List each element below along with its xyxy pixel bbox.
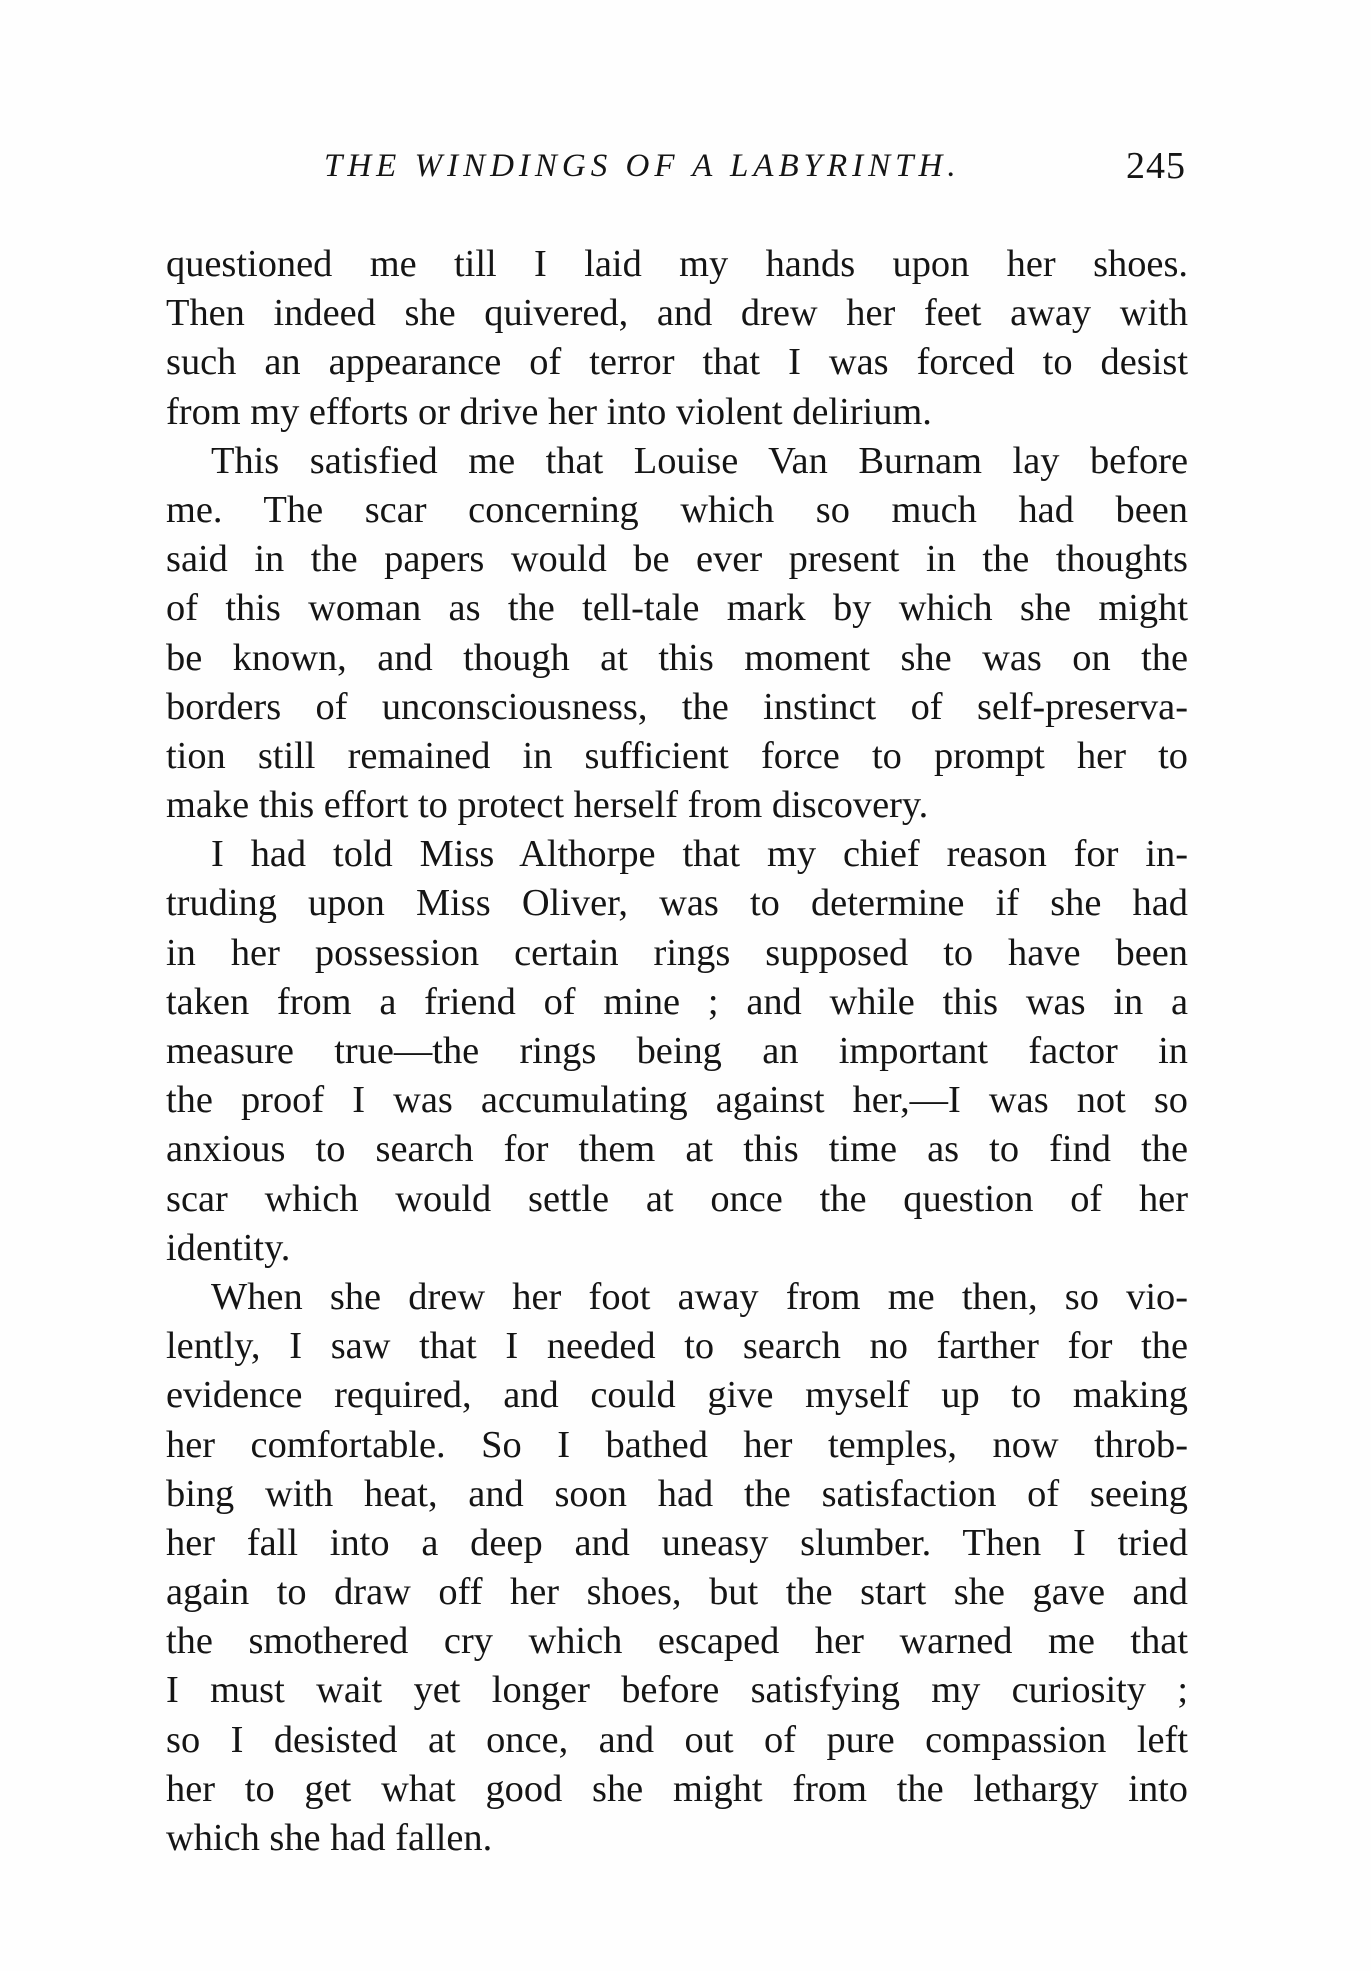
paragraph-1 <box>166 240 1188 437</box>
text-line: anxious to search for them at this time as to find the <box>166 1128 1188 1171</box>
text-line: taken from a friend of mine ; and while this was in a <box>166 980 1188 1023</box>
text-line: bing with heat, and soon had the satisfaction of seeing <box>166 1472 1188 1515</box>
text-line: lently, I saw that I needed to search no farther for the <box>166 1325 1188 1368</box>
text-line: measure true—the rings being an important factor in <box>166 1030 1188 1072</box>
text-line: evidence required, and could give myself up to making <box>166 1374 1188 1417</box>
text-line: scar which would settle at once the question of her <box>166 1177 1188 1220</box>
text-line: such an appearance of terror that I was forced to desist <box>166 341 1188 384</box>
text-line: me. The scar concerning which so much had been <box>166 488 1188 531</box>
text-line: I had told Miss Althorpe that my chief reason for in- <box>211 833 1188 876</box>
text-line: the smothered cry which escaped her warned me that <box>166 1620 1188 1663</box>
text-line: said in the papers would be ever present in the thoughts <box>166 538 1188 581</box>
text-line: her fall into a deep and uneasy slumber. Then I tried <box>166 1521 1188 1564</box>
text-line: so I desisted at once, and out of pure compassion left <box>166 1718 1188 1761</box>
text-line: make this effort to protect herself from discovery. <box>166 784 929 827</box>
running-head <box>168 145 1186 194</box>
text-line: again to draw off her shoes, but the start she gave and <box>166 1571 1188 1614</box>
text-line: When she drew her foot away from me then, so vio- <box>211 1275 1188 1318</box>
text-line: I must wait yet longer before satisfying my curiosity ; <box>166 1669 1188 1712</box>
text-line: tion still remained in sufficient force to prompt her to <box>166 734 1188 777</box>
running-title: THE WINDINGS OF A LABYRINTH. <box>324 148 961 184</box>
text-line: in her possession certain rings supposed to have been <box>166 931 1188 974</box>
text-line: of this woman as the tell-tale mark by which she might <box>166 587 1188 630</box>
text-line: her comfortable. So I bathed her temples, now throb- <box>166 1423 1188 1466</box>
text-line: This satisfied me that Louise Van Burnam lay before <box>211 439 1188 482</box>
text-line: the proof I was accumulating against her,—I was not so <box>166 1079 1188 1122</box>
text-line: from my efforts or drive her into violent delirium. <box>166 390 932 433</box>
page-number: 245 <box>1126 145 1186 187</box>
text-line: her to get what good she might from the lethargy into <box>166 1767 1188 1810</box>
text-line: Then indeed she quivered, and drew her feet away with <box>166 292 1188 335</box>
paragraph-4 <box>166 1273 1188 1863</box>
text-line: identity. <box>166 1226 291 1269</box>
text-line: truding upon Miss Oliver, was to determine if she had <box>166 882 1188 925</box>
text-line: borders of unconsciousness, the instinct of self-preserva- <box>166 685 1188 728</box>
paragraph-2 <box>166 437 1188 831</box>
paragraph-3 <box>166 830 1188 1273</box>
text-line: be known, and though at this moment she was on the <box>166 636 1188 679</box>
body-text <box>166 240 1188 1863</box>
text-line: which she had fallen. <box>166 1817 493 1859</box>
text-line: questioned me till I laid my hands upon her shoes. <box>166 243 1188 285</box>
